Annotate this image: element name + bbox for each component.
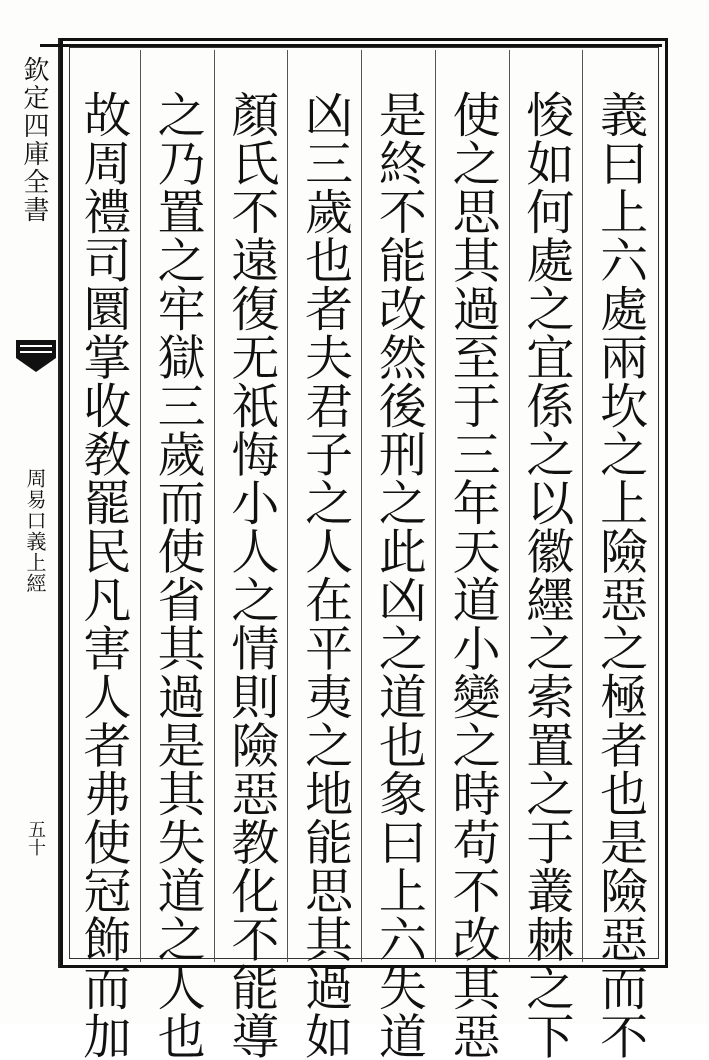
text-column [287,50,361,1060]
page-margin [14,38,60,968]
column-text: 之乃置之牢獄三歲而使省其過是其失道之人也 [149,90,206,1060]
book-title: 周易口義上經 [23,468,47,594]
text-column [66,50,140,1060]
column-text: 顏氏不遠復无祇悔小人之情則險惡教化不能導 [222,90,279,1060]
column-text: 故周禮司圜掌收敎罷民凡害人者弗使冠飾而加 [74,90,131,1060]
text-column [361,50,435,1060]
text-column [214,50,288,1060]
fishtail-mark-icon [14,338,58,382]
text-columns [66,50,656,1060]
page-number: 五十 [25,820,46,856]
column-text: 義曰上六處兩坎之上險惡之極者也是險惡而不 [591,90,648,1060]
column-text: 是終不能改然後刑之此凶之道也象曰上六失道 [370,90,427,1060]
collection-title: 欽定四庫全書 [19,56,49,224]
text-column [582,50,656,1060]
text-column [509,50,583,1060]
column-text: 悛如何處之宜係之以徽纆之索置之于叢棘之下 [517,90,574,1060]
text-column [140,50,214,1060]
column-text: 使之思其過至于三年天道小變之時苟不改其惡 [444,90,501,1060]
text-column [435,50,509,1060]
column-text: 凶三歲也者夫君子之人在平夷之地能思其過如 [296,90,353,1060]
